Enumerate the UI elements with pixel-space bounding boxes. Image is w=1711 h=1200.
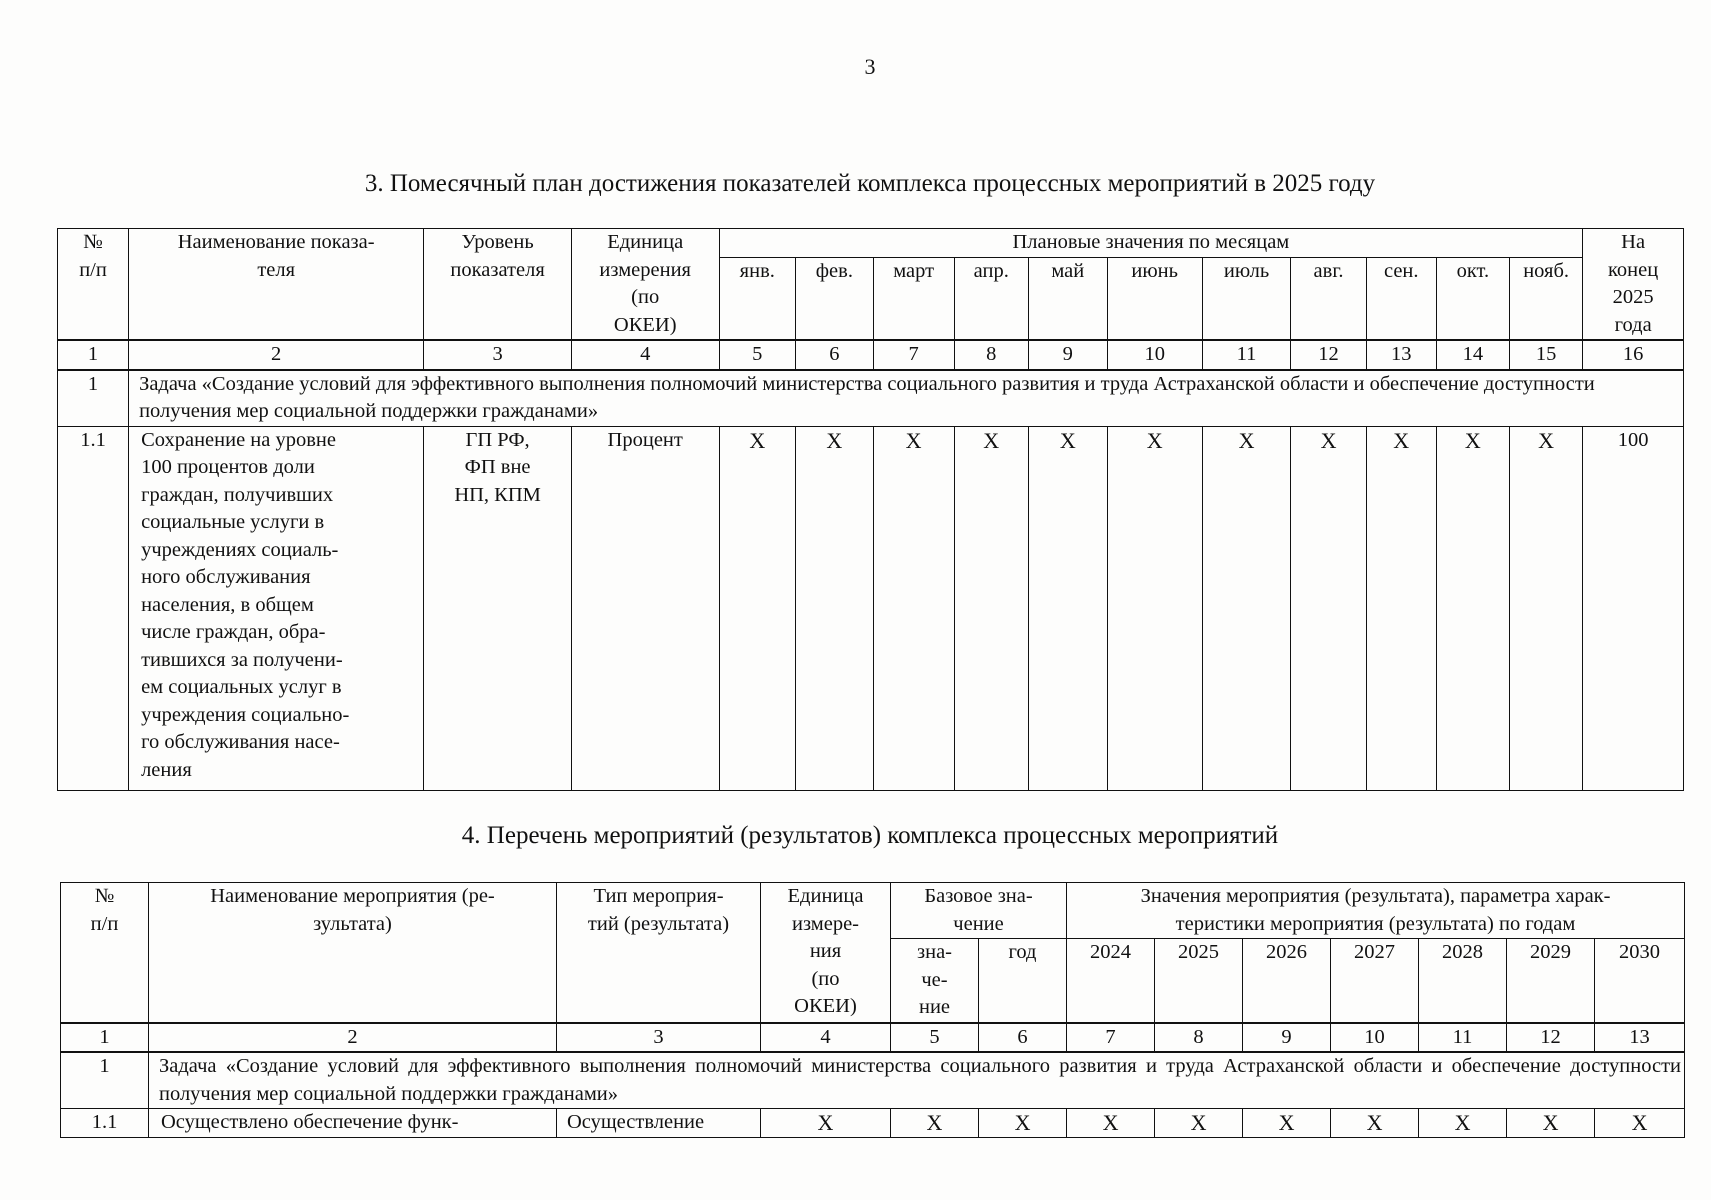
column-number: 5 — [891, 1023, 979, 1053]
column-number: 11 — [1419, 1023, 1507, 1053]
table-row — [58, 426, 1684, 790]
column-number: 9 — [1243, 1023, 1331, 1053]
month-header: янв. — [719, 258, 796, 340]
column-number: 3 — [557, 1023, 761, 1053]
month-header: июль — [1202, 258, 1291, 340]
month-header: фев. — [796, 258, 874, 340]
year-header: 2030 — [1595, 939, 1685, 1023]
column-number: 15 — [1509, 340, 1582, 370]
activities-list-table — [60, 882, 1685, 1138]
end-of-year-value: 100 — [1583, 426, 1684, 790]
year-value: X — [1595, 1109, 1685, 1138]
column-number: 10 — [1107, 340, 1202, 370]
base-value: X — [891, 1109, 979, 1138]
year-header: 2026 — [1243, 939, 1331, 1023]
column-number: 5 — [719, 340, 796, 370]
task-row — [58, 370, 1684, 427]
column-number: 7 — [873, 340, 954, 370]
year-header: 2029 — [1507, 939, 1595, 1023]
column-number: 8 — [954, 340, 1028, 370]
header-indicator-level: Уровень показателя — [424, 229, 572, 341]
activity-name: Осуществлено обеспечение функ- — [149, 1109, 557, 1138]
header-base-value: Базовое зна- чение — [891, 883, 1067, 939]
column-number: 13 — [1595, 1023, 1685, 1053]
column-number: 7 — [1067, 1023, 1155, 1053]
month-value: X — [1366, 426, 1436, 790]
header-num: № п/п — [58, 229, 129, 341]
indicator-name: Сохранение на уровне 100 процентов доли граждан, получивших социальные услуги в учреждениях социаль- ного обслуживания населения, в общем числе граждан, обра- тившихся за получени- ем социальных услуг в учреждения социально- го обслуживания насе- ления — [129, 426, 424, 790]
task-text: Задача «Создание условий для эффективного выполнения полномочий министерства социального развития и труда Астраханской области и обеспечение доступности получения мер социальной поддержки гражданами» — [129, 370, 1684, 427]
month-value: X — [1107, 426, 1202, 790]
column-number: 2 — [129, 340, 424, 370]
column-number: 9 — [1028, 340, 1107, 370]
header-monthly-values: Плановые значения по месяцам — [719, 229, 1583, 258]
header-unit: Единица измере- ния (по ОКЕИ) — [761, 883, 891, 1023]
column-number: 4 — [761, 1023, 891, 1053]
row-num: 1.1 — [61, 1109, 149, 1138]
activity-unit: X — [761, 1109, 891, 1138]
month-value: X — [719, 426, 796, 790]
column-number: 14 — [1436, 340, 1509, 370]
column-number: 1 — [58, 340, 129, 370]
year-value: X — [1331, 1109, 1419, 1138]
indicator-level: ГП РФ, ФП вне НП, КПМ — [424, 426, 572, 790]
month-header: апр. — [954, 258, 1028, 340]
month-value: X — [954, 426, 1028, 790]
month-value: X — [1509, 426, 1582, 790]
activity-type: Осуществление — [557, 1109, 761, 1138]
month-value: X — [796, 426, 874, 790]
month-value: X — [1202, 426, 1291, 790]
header-end-of-year: На конец 2025 года — [1583, 229, 1684, 341]
month-header: май — [1028, 258, 1107, 340]
column-number: 12 — [1507, 1023, 1595, 1053]
base-year: X — [979, 1109, 1067, 1138]
year-header: 2028 — [1419, 939, 1507, 1023]
year-value: X — [1507, 1109, 1595, 1138]
month-header: окт. — [1436, 258, 1509, 340]
year-header: 2025 — [1155, 939, 1243, 1023]
task-num: 1 — [58, 370, 129, 427]
column-number: 3 — [424, 340, 572, 370]
header-base-value-year: год — [979, 939, 1067, 1023]
column-number: 12 — [1291, 340, 1366, 370]
column-number: 6 — [979, 1023, 1067, 1053]
column-number: 16 — [1583, 340, 1684, 370]
month-value: X — [873, 426, 954, 790]
month-header: нояб. — [1509, 258, 1582, 340]
header-base-value-value: зна- че- ние — [891, 939, 979, 1023]
monthly-plan-table — [57, 228, 1684, 791]
header-values-by-year: Значения мероприятия (результата), параметра харак- теристики мероприятия (результата) по годам — [1067, 883, 1685, 939]
indicator-unit: Процент — [571, 426, 719, 790]
month-value: X — [1436, 426, 1509, 790]
column-number: 4 — [571, 340, 719, 370]
header-indicator-name: Наименование показа- теля — [129, 229, 424, 341]
column-number: 6 — [796, 340, 874, 370]
task-text: Задача «Создание условий для эффективного выполнения полномочий министерства социального развития и труда Астраханской области и обеспечение доступности получения мер социальной поддержки гражданами» — [149, 1052, 1685, 1109]
header-activity-type: Тип мероприя- тий (результата) — [557, 883, 761, 1023]
year-header: 2027 — [1331, 939, 1419, 1023]
month-header: июнь — [1107, 258, 1202, 340]
year-value: X — [1243, 1109, 1331, 1138]
section-3-title: 3. Помесячный план достижения показателей комплекса процессных мероприятий в 2025 году — [364, 170, 1376, 197]
column-number: 13 — [1366, 340, 1436, 370]
page-number: 3 — [864, 54, 876, 79]
column-number: 2 — [149, 1023, 557, 1053]
column-number: 8 — [1155, 1023, 1243, 1053]
year-header: 2024 — [1067, 939, 1155, 1023]
row-num: 1.1 — [58, 426, 129, 790]
year-value: X — [1419, 1109, 1507, 1138]
column-number: 1 — [61, 1023, 149, 1053]
section-4-title: 4. Перечень мероприятий (результатов) комплекса процессных мероприятий — [461, 822, 1279, 849]
month-header: март — [873, 258, 954, 340]
month-value: X — [1028, 426, 1107, 790]
column-number: 10 — [1331, 1023, 1419, 1053]
task-num: 1 — [61, 1052, 149, 1109]
column-number: 11 — [1202, 340, 1291, 370]
table-row — [61, 1109, 1685, 1138]
header-unit: Единица измерения (по ОКЕИ) — [571, 229, 719, 341]
header-num: № п/п — [61, 883, 149, 1023]
year-value: X — [1155, 1109, 1243, 1138]
month-value: X — [1291, 426, 1366, 790]
header-activity-name: Наименование мероприятия (ре- зультата) — [149, 883, 557, 1023]
month-header: авг. — [1291, 258, 1366, 340]
task-row — [61, 1052, 1685, 1109]
month-header: сен. — [1366, 258, 1436, 340]
year-value: X — [1067, 1109, 1155, 1138]
